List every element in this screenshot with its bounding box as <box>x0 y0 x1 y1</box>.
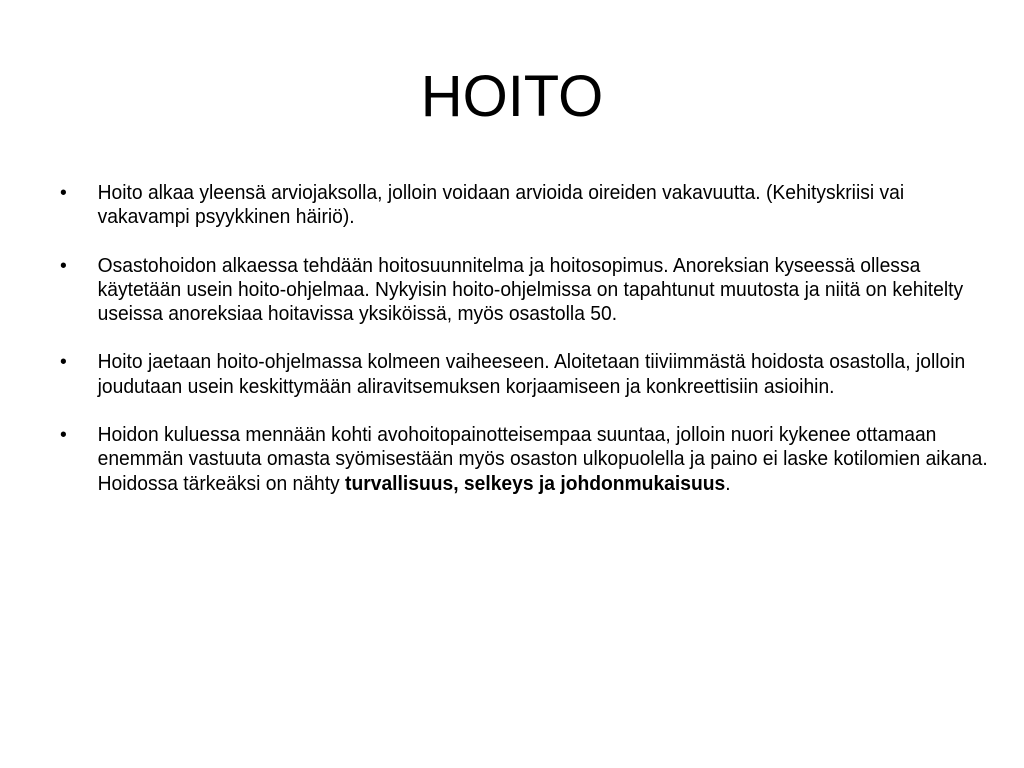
bullet-icon: • <box>60 181 67 204</box>
bullet-item-4 <box>60 423 1000 496</box>
bullet-icon: • <box>60 253 67 277</box>
bullet-text-end: . <box>725 471 731 495</box>
bullet-text: Hoito alkaa yleensä arviojaksolla, jolloin voidaan arvioida oireiden vakavuutta. (Kehityskriisi vai vakavampi psyykkinen häiriö). <box>97 181 905 229</box>
bullet-icon: • <box>60 350 67 374</box>
slide-title: HOITO <box>420 64 604 129</box>
bullet-text: Hoito jaetaan hoito-ohjelmassa kolmeen vaiheeseen. Aloitetaan tiiviimmästä hoidosta osastolla, jolloin joudutaan usein keskittymään aliravitsemuksen korjaamiseen ja konkreettisiin asioihin. <box>97 350 966 398</box>
bullet-item-3 <box>60 350 1000 399</box>
bullet-text-plain: Hoidon kuluessa mennään kohti avohoitopainotteisempaa suuntaa, jolloin nuori kykenee ottamaan enemmän vastuuta omasta syömisestään myös osaston ulkopuolella ja paino ei laske kotilomien aikana. Hoidossa tärkeäksi on nähty <box>97 423 988 495</box>
bullet-text-emphasis: turvallisuus, selkeys ja johdonmukaisuus <box>345 471 726 495</box>
bullet-text: Osastohoidon alkaessa tehdään hoitosuunnitelma ja hoitosopimus. Anoreksian kyseessä ollessa käytetään usein hoito-ohjelmaa. Nykyisin hoito-ohjelmissa on tapahtunut muutosta ja niitä on kehitelty useissa anoreksiaa hoitavissa yksiköissä, myös osastolla 50. <box>97 253 964 326</box>
bullet-item-1 <box>60 181 1000 230</box>
bullet-list <box>60 181 988 520</box>
bullet-text <box>98 423 988 495</box>
bullet-item-2 <box>60 254 1000 327</box>
bullet-icon: • <box>60 423 67 447</box>
